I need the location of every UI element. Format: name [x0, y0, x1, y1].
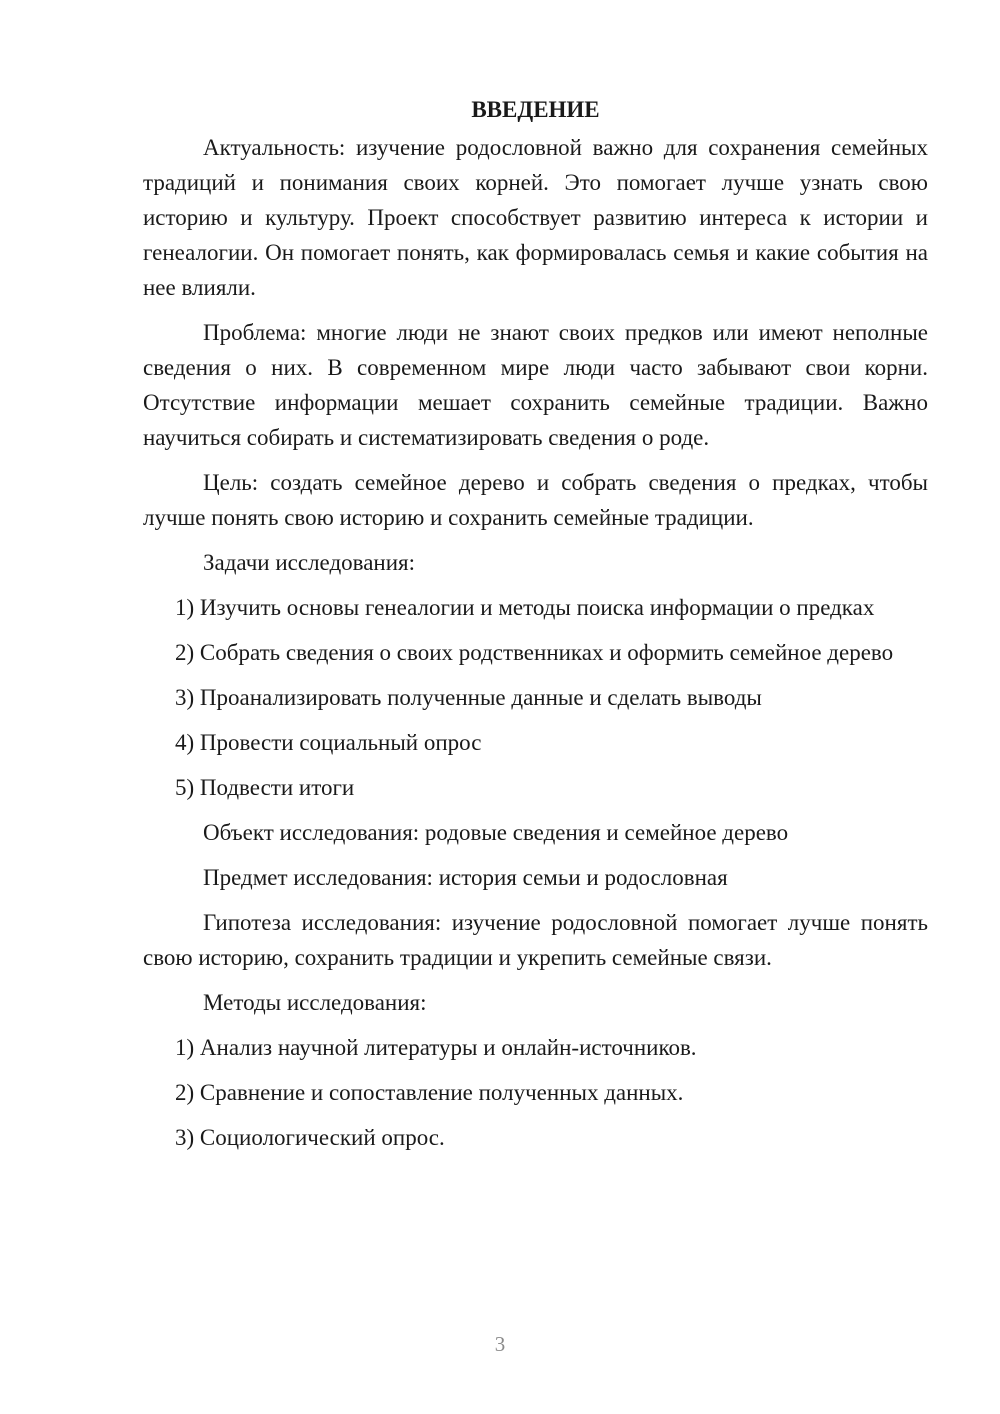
task-item: 5) Подвести итоги	[175, 775, 355, 800]
methods-heading: Методы исследования:	[203, 990, 427, 1015]
section-title: ВВЕДЕНИЕ	[471, 97, 600, 122]
method-item: 1) Анализ научной литературы и онлайн-источников.	[175, 1035, 697, 1060]
page-number: 3	[494, 1332, 506, 1356]
task-item: 2) Собрать сведения о своих родственниках и оформить семейное дерево	[175, 640, 894, 665]
relevance-paragraph: Актуальность: изучение родословной важно для сохранения семейных традиций и понимания своих корней. Это помогает лучше узнать свою историю и культуру. Проект способствует развитию интереса к истории и генеалогии. Он помогает понять, как формировалась семья и какие события на нее влияли.	[143, 135, 928, 300]
method-item: 2) Сравнение и сопоставление полученных данных.	[175, 1080, 684, 1105]
object-paragraph: Объект исследования: родовые сведения и семейное дерево	[203, 820, 789, 845]
goal-paragraph: Цель: создать семейное дерево и собрать сведения о предках, чтобы лучше понять свою историю и сохранить семейные традиции.	[143, 470, 928, 530]
task-item: 4) Провести социальный опрос	[175, 730, 482, 755]
method-item: 3) Социологический опрос.	[175, 1125, 445, 1150]
hypothesis-paragraph: Гипотеза исследования: изучение родословной помогает лучше понять свою историю, сохранить традиции и укрепить семейные связи.	[143, 910, 928, 970]
tasks-heading: Задачи исследования:	[203, 550, 416, 575]
page-body	[143, 92, 928, 1165]
task-item: 1) Изучить основы генеалогии и методы поиска информации о предках	[175, 595, 875, 620]
subject-paragraph: Предмет исследования: история семьи и родословная	[203, 865, 728, 890]
task-item: 3) Проанализировать полученные данные и сделать выводы	[175, 685, 762, 710]
problem-paragraph: Проблема: многие люди не знают своих предков или имеют неполные сведения о них. В современном мире люди часто забывают свои корни. Отсутствие информации мешает сохранить семейные традиции. Важно научиться собирать и систематизировать сведения о роде.	[143, 320, 928, 450]
